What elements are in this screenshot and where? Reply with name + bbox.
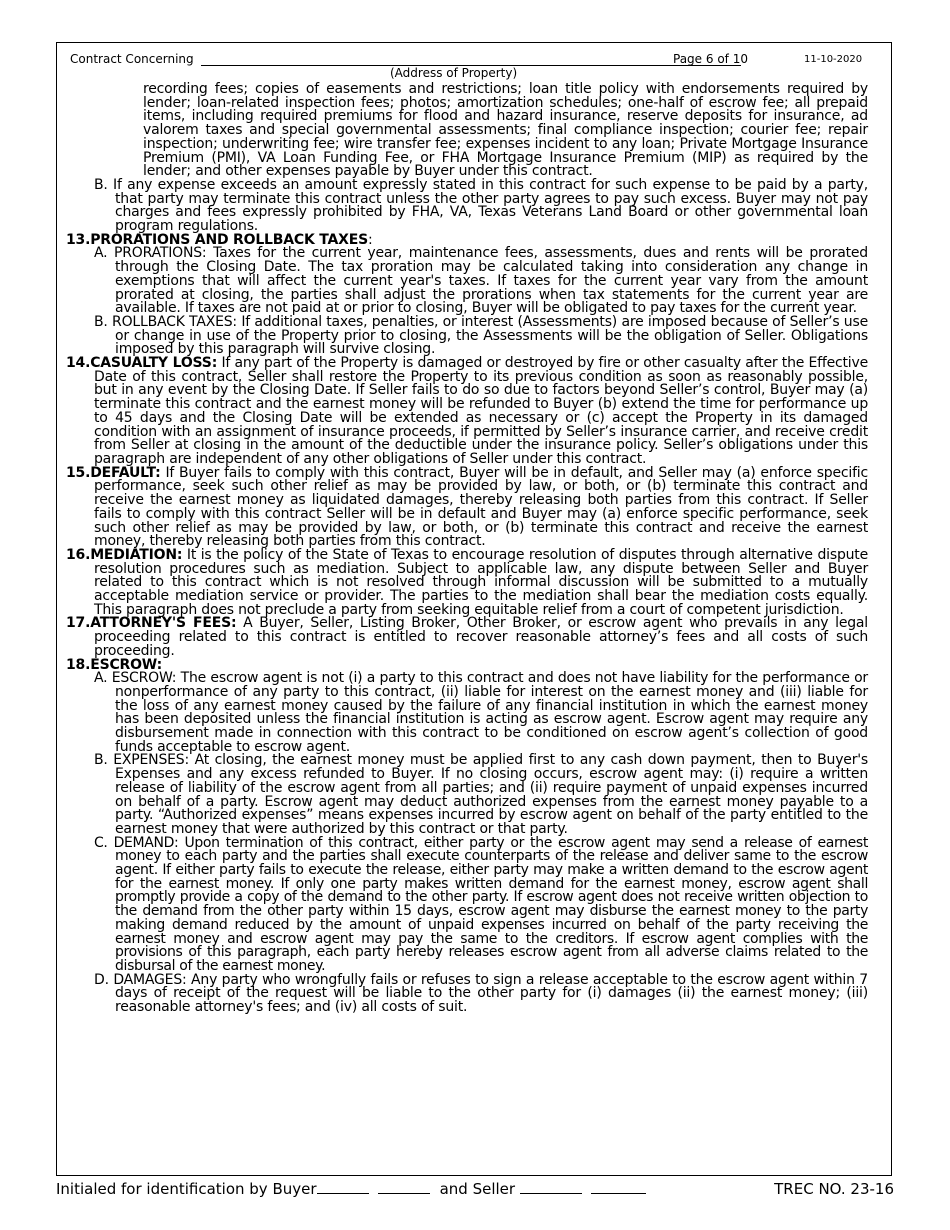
section-14-title: CASUALTY LOSS: — [90, 355, 218, 372]
section-13-heading: 13.PRORATIONS AND ROLLBACK TAXES: — [66, 231, 373, 248]
page-number: Page 6 of 10 — [673, 52, 748, 66]
section-18-heading: 18.ESCROW: — [66, 656, 163, 673]
para-18-b: B. EXPENSES: At closing, the earnest money must be applied first to any cash down payment, then to Buyer's Expenses and any excess refunded to Buyer. If no closing occurs, escrow agent may: (i) require a written release of liability of the escrow agent from all parties; and (ii) require payment of unpaid expenses incurred on behalf of a party. Escrow agent may deduct authorized expenses from the earnest money payable to a party. “Authorized expenses” means expenses incurred by escrow agent on behalf of the party entitled to the earnest money that were authorized by this contract or that party. — [94, 752, 868, 837]
section-15-text: If Buyer fails to comply with this contract, Buyer will be in default, and Seller may (a) enforce specific performance, seek such other relief as may be provided by law, or both, or (b) terminate this contract and receive the earnest money as liquidated damages, thereby releasing both parties from this contract. If Seller fails to comply with this contract Seller will be in default and Buyer may (a) enforce specific performance, seek such other relief as may be provided by law, or both, or (b) terminate this contract and receive the earnest money, thereby releasing both parties from this contract. — [94, 464, 868, 550]
para-12-continued: recording fees; copies of easements and restrictions; loan title policy with endorsements required by lender; loan-related inspection fees; photos; amortization schedules; one-half of escrow fee; all prepaid items, including required premiums for flood and hazard insurance, reserve deposits for insurance, ad valorem taxes and special governmental assessments; final compliance inspection; courier fee; repair inspection; underwriting fee; wire transfer fee; expenses incident to any loan; Private Mortgage Insurance Premium (PMI), VA Loan Funding Fee, or FHA Mortgage Insurance Premium (MIP) as required by the lender; and other expenses payable by Buyer under this contract. — [143, 81, 868, 180]
section-13-title: PRORATIONS AND ROLLBACK TAXES — [90, 231, 369, 248]
address-caption: (Address of Property) — [390, 66, 518, 80]
section-17: 17.ATTORNEY'S FEES: A Buyer, Seller, Listing Broker, Other Broker, or escrow agent who prevails in any legal proceeding related to this contract is entitled to recover reasonable attorney’s fees and all costs of such proceeding. — [66, 615, 869, 659]
initials-line — [56, 1180, 646, 1198]
section-16: 16.MEDIATION: It is the policy of the State of Texas to encourage resolution of disputes through alternative dispute resolution procedures such as mediation. Subject to applicable law, any dispute between Seller and Buyer related to this contract which is not resolved through informal discussion will be submitted to a mutually acceptable mediation service or provider. The parties to the mediation shall bear the mediation costs equally. This paragraph does not preclude a party from seeking equitable relief from a court of competent jurisdiction. — [66, 546, 868, 618]
section-15-title: DEFAULT: — [90, 464, 161, 481]
section-16-text: It is the policy of the State of Texas to encourage resolution of disputes through alternative dispute resolution procedures such as mediation. Subject to applicable law, any dispute between Seller and Buyer related to this contract which is not resolved through informal discussion will be submitted to a mutually acceptable mediation service or provider. The parties to the mediation shall bear the mediation costs equally. This paragraph does not preclude a party from seeking equitable relief from a court of competent jurisdiction. — [94, 546, 868, 618]
section-15: 15.DEFAULT: If Buyer fails to comply with this contract, Buyer will be in default, and Seller may (a) enforce specific performance, seek such other relief as may be provided by law, or both, or (b) terminate this contract and receive the earnest money as liquidated damages, thereby releasing both parties from this contract. If Seller fails to comply with this contract Seller will be in default and Buyer may (a) enforce specific performance, seek such other relief as may be provided by law, or both, or (b) terminate this contract and receive the earnest money, thereby releasing both parties from this contract. — [66, 464, 868, 550]
section-16-title: MEDIATION: — [90, 546, 183, 563]
para-13-b: B. ROLLBACK TAXES: If additional taxes, penalties, or interest (Assessments) are imposed because of Seller’s use or change in use of the Property prior to closing, the Assessments will be the obligation of Seller. Obligations imposed by this paragraph will survive closing. — [94, 313, 868, 358]
para-12-b: B. If any expense exceeds an amount expressly stated in this contract for such expense to be paid by a party, that party may terminate this contract unless the other party agrees to pay such excess. Buyer may not pay charges and fees expressly prohibited by FHA, VA, Texas Veterans Land Board or other governmental loan program regulations. — [94, 176, 868, 235]
form-date: 11-10-2020 — [804, 54, 863, 65]
para-18-c: C. DEMAND: Upon termination of this contract, either party or the escrow agent may send a release of earnest money to each party and the parties shall execute counterparts of the release and deliver same to the escrow agent. If either party fails to execute the release, either party may make a written demand to the escrow agent for the earnest money. If only one party makes written demand for the earnest money, escrow agent shall promptly provide a copy of the demand to the other party. If escrow agent does not receive written objection to the demand from the other party within 15 days, escrow agent may disburse the earnest money to the party making demand reduced by the amount of unpaid expenses incurred on behalf of the party receiving the earnest money and escrow agent may pay the same to the creditors. If escrow agent complies with the provisions of this paragraph, each party hereby releases escrow agent from all adverse claims related to the disbursal of the earnest money. — [94, 834, 868, 974]
seller-initial-2[interactable] — [591, 1181, 646, 1194]
trec-form-number: TREC NO. 23-16 — [774, 1180, 894, 1198]
section-17-title: ATTORNEY'S FEES: — [90, 615, 237, 632]
para-18-a: A. ESCROW: The escrow agent is not (i) a party to this contract and does not have liability for the performance or nonperformance of any party to this contract, (ii) liable for interest on the earnest money and (iii) liable for the loss of any earnest money caused by the failure of any financial institution in which the earnest money has been deposited unless the financial institution is acting as escrow agent. Escrow agent may require any disbursement made in connection with this contract to be conditioned on escrow agent’s collection of good funds acceptable to escrow agent. — [94, 670, 868, 755]
buyer-initial-1[interactable] — [317, 1181, 369, 1194]
seller-initial-1[interactable] — [520, 1181, 582, 1194]
para-13-a: A. PRORATIONS: Taxes for the current year, maintenance fees, assessments, dues and rents will be prorated through the Closing Date. The tax proration may be calculated taking into consideration any change in exemptions that will affect the current year's taxes. If taxes for the current year vary from the amount prorated at closing, the parties shall adjust the prorations when tax statements for the current year are available. If taxes are not paid at or prior to closing, Buyer will be obligated to pay taxes for the current year. — [94, 245, 868, 317]
initialed-buyer-label: Initialed for identification by Buyer — [56, 1180, 317, 1198]
buyer-initial-2[interactable] — [378, 1181, 430, 1194]
para-18-d: D. DAMAGES: Any party who wrongfully fails or refuses to sign a release acceptable to the escrow agent within 7 days of receipt of the request will be liable to the other party for (i) damages (ii) the earnest money; (iii) reasonable attorney's fees; and (iv) all costs of suit. — [94, 971, 868, 1016]
and-seller-label: and Seller — [439, 1180, 516, 1198]
contract-concerning-label: Contract Concerning — [70, 52, 194, 66]
section-14-text: If any part of the Property is damaged or destroyed by fire or other casualty after the Effective Date of this contract, Seller shall restore the Property to its previous condition as soon as reasonably possible, but in any event by the Closing Date. If Seller fails to do so due to factors beyond Seller’s control, Buyer may (a) terminate this contract and the earnest money will be refunded to Buyer (b) extend the time for performance up to 45 days and the Closing Date will be extended as necessary or (c) accept the Property in its damaged condition with an assignment of insurance proceeds, if permitted by Seller’s insurance carrier, and receive credit from Seller at closing in the amount of the deductible under the insurance policy. Seller’s obligations under this paragraph are independent of any other obligations of Seller under this contract. — [94, 355, 868, 467]
contract-body — [66, 83, 868, 1015]
section-18-title: ESCROW: — [90, 656, 163, 673]
section-17-text: A Buyer, Seller, Listing Broker, Other Broker, or escrow agent who prevails in any legal proceeding related to this contract is entitled to recover reasonable attorney’s fees and all costs of such proceeding. — [94, 615, 869, 659]
section-14: 14.CASUALTY LOSS: If any part of the Property is damaged or destroyed by fire or other casualty after the Effective Date of this contract, Seller shall restore the Property to its previous condition as soon as reasonably possible, but in any event by the Closing Date. If Seller fails to do so due to factors beyond Seller’s control, Buyer may (a) terminate this contract and the earnest money will be refunded to Buyer (b) extend the time for performance up to 45 days and the Closing Date will be extended as necessary or (c) accept the Property in its damaged condition with an assignment of insurance proceeds, if permitted by Seller’s insurance carrier, and receive credit from Seller at closing in the amount of the deductible under the insurance policy. Seller’s obligations under this paragraph are independent of any other obligations of Seller under this contract. — [66, 355, 868, 467]
section-13-number: 13. — [66, 231, 91, 248]
